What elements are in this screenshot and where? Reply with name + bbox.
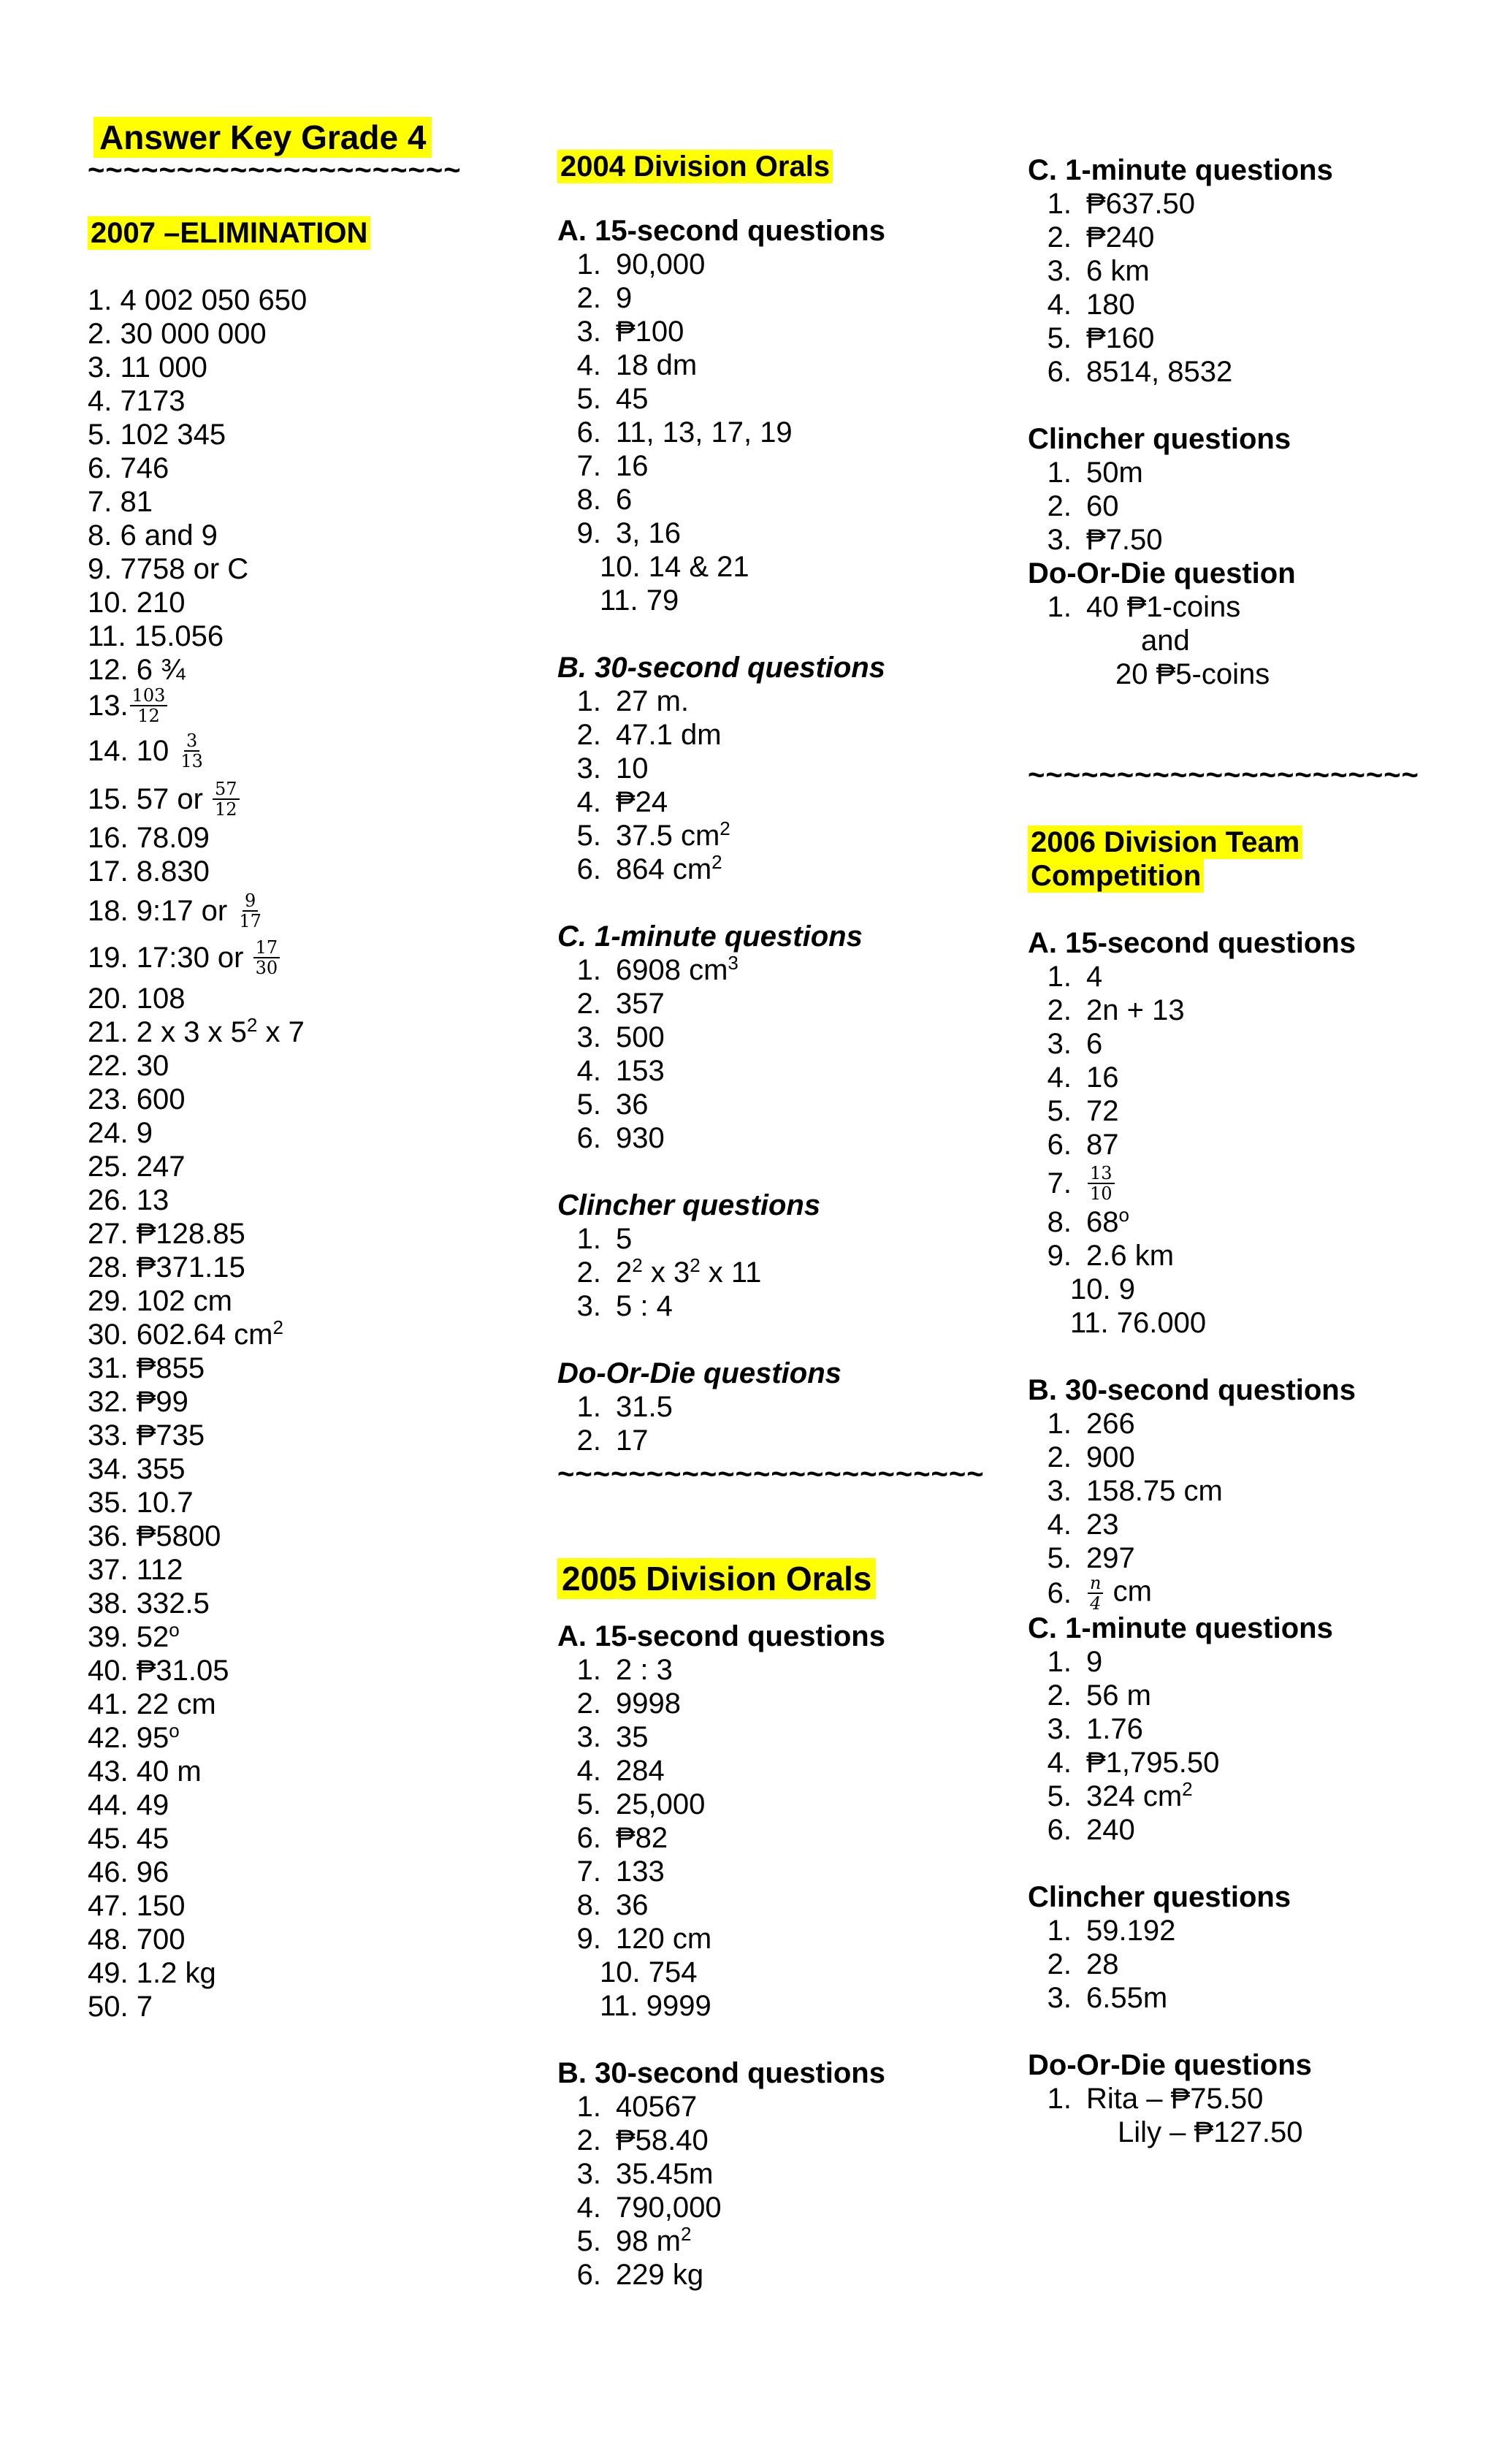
- list-item: 8. 68$^o$: [1047, 1204, 1129, 1238]
- list-value: 90,000: [616, 248, 706, 281]
- list-item: 27. ₱128.85: [88, 1218, 245, 1250]
- list-value: 56 m: [1086, 1679, 1151, 1712]
- list-value: 6: [1086, 1028, 1103, 1060]
- list-number: 1.: [1047, 1646, 1072, 1678]
- item-a2006-10: 10. 9: [1070, 1273, 1135, 1305]
- list-item: 31. ₱855: [88, 1352, 205, 1384]
- list-item: 2. 30 000 000: [88, 318, 267, 350]
- list-number: 2.: [1047, 221, 1072, 253]
- list-item: 22. 30: [88, 1050, 169, 1082]
- list-item: 10. 210: [88, 587, 186, 619]
- list-item: 43. 40 m: [88, 1755, 202, 1788]
- list-value: 11, 13, 17, 19: [616, 416, 793, 449]
- list-item: 4. ₱24: [576, 786, 668, 818]
- list-number: 5.: [576, 383, 601, 415]
- list-item: 1. 31.5: [576, 1391, 673, 1423]
- list-value: 120 cm: [616, 1923, 712, 1955]
- list-item: [557, 516, 981, 550]
- section-c-2005: C. 1-minute questions: [1028, 154, 1333, 186]
- list-clincher-2005: [1028, 456, 1466, 557]
- items-1-12: [88, 283, 497, 687]
- fraction: $\frac{3}{13}$: [180, 731, 203, 771]
- list-a-2006: [1028, 960, 1466, 1162]
- list-number: 6.: [576, 416, 601, 449]
- list-item: [1028, 1508, 1466, 1541]
- list-item: 37. 112: [88, 1554, 183, 1586]
- list-number: 6.: [576, 1822, 601, 1854]
- list-value: 6 km: [1086, 255, 1150, 287]
- list-item: 50. 7: [88, 1991, 153, 2023]
- list-clincher-2004: [557, 1222, 981, 1323]
- list-value: 35: [616, 1721, 649, 1753]
- list-item: [557, 1754, 981, 1788]
- list-item: 40. ₱31.05: [88, 1655, 229, 1687]
- fraction: $\frac{103}{12}$: [130, 686, 168, 725]
- list-item: [1028, 1645, 1466, 1679]
- list-item: 32. ₱99: [88, 1386, 188, 1418]
- fraction: $\frac{57}{12}$: [213, 779, 240, 819]
- list-value: 2n + 13: [1086, 994, 1185, 1026]
- list-c-2004: [557, 953, 981, 1155]
- list-number: 4.: [1047, 1747, 1072, 1779]
- list-value: ₱637.50: [1086, 188, 1196, 220]
- do-or-die-line3: 20 ₱5-coins: [1115, 658, 1270, 690]
- section-b-2004: B. 30-second questions: [557, 652, 885, 684]
- section-a-2005: A. 15-second questions: [557, 1620, 885, 1652]
- section-clincher-2005: Clincher questions: [1028, 423, 1291, 455]
- list-item: 4. 7173: [88, 385, 186, 417]
- list-item: 34. 355: [88, 1453, 186, 1485]
- fraction: $\frac{17}{30}$: [253, 938, 280, 977]
- list-item: [1028, 1679, 1466, 1712]
- list-item: [1028, 1712, 1466, 1746]
- list-number: 1.: [1047, 457, 1072, 489]
- list-item: 38. 332.5: [88, 1587, 210, 1620]
- list-number: 9.: [576, 1923, 601, 1955]
- item-a2006-11: 11. 76.000: [1070, 1307, 1207, 1339]
- list-value: 9: [616, 282, 633, 314]
- list-item: [557, 1888, 981, 1922]
- list-number: 5.: [1047, 1542, 1072, 1574]
- list-item: 1. 6908 $cm^3$: [576, 952, 739, 986]
- list-item: [1028, 1094, 1466, 1128]
- list-value: 4: [1086, 961, 1103, 993]
- list-item: [557, 1788, 981, 1821]
- list-value: 87: [1086, 1129, 1119, 1161]
- items-31-38: [88, 1351, 497, 1620]
- page-title: Answer Key Grade 4: [88, 117, 497, 158]
- list-item: 41. 22 cm: [88, 1688, 216, 1720]
- list-item: [557, 416, 981, 449]
- list-item: 5. 324 $cm^2$: [1047, 1778, 1193, 1812]
- list-number: 4.: [576, 1755, 601, 1787]
- list-item: 11. 15.056: [88, 620, 224, 652]
- list-item: 6. 229 kg: [576, 2259, 704, 2291]
- list-c-2005: [1028, 187, 1466, 389]
- list-value: 50m: [1086, 457, 1143, 489]
- list-value: 158.75 cm: [1086, 1475, 1223, 1507]
- list-item: 25. 247: [88, 1151, 186, 1183]
- item-a2005-11: 11. 9999: [600, 1990, 711, 2022]
- list-item: [1028, 355, 1466, 389]
- list-item: 7. $\frac{13}{10}$: [1028, 1162, 1466, 1205]
- column-1: [88, 117, 497, 2024]
- tilde-divider: ~~~~~~~~~~~~~~~~~~~~~~~~: [557, 1458, 985, 1490]
- fraction: $\frac{9}{17}$: [239, 890, 262, 931]
- list-number: 2.: [1047, 994, 1072, 1026]
- list-item: 2. 17: [576, 1424, 649, 1457]
- list-item: 9. 7758 or C: [88, 553, 249, 585]
- heading-2006-competition: Competition: [1028, 859, 1466, 893]
- list-value: ₱7.50: [1086, 524, 1163, 556]
- list-number: 5.: [576, 1788, 601, 1820]
- list-value: 23: [1086, 1508, 1119, 1541]
- list-do-or-die-2004: [557, 1390, 981, 1457]
- list-value: 9: [1086, 1646, 1103, 1678]
- list-do-or-die-2005: [1028, 590, 1466, 624]
- list-number: 4.: [1047, 1061, 1072, 1094]
- list-item: 35. 10.7: [88, 1487, 194, 1519]
- list-number: 4.: [576, 349, 601, 381]
- list-value: 6: [616, 484, 633, 516]
- list-number: 8.: [576, 1889, 601, 1921]
- list-item: 33. ₱735: [88, 1419, 205, 1452]
- list-item: [1028, 1061, 1466, 1094]
- list-item: [1028, 993, 1466, 1027]
- list-item: 6. 864 $cm^2$: [576, 851, 722, 885]
- list-item: [557, 449, 981, 483]
- do-or-die-and: and: [1141, 625, 1190, 657]
- list-number: 2.: [1047, 1679, 1072, 1712]
- list-item: 5. 36: [576, 1088, 649, 1121]
- list-item: [1028, 1746, 1466, 1780]
- items-40-41: [88, 1654, 497, 1721]
- list-item: [557, 1855, 981, 1888]
- list-value: 18 dm: [616, 349, 698, 381]
- list-number: 1.: [1047, 1915, 1072, 1947]
- list-item: [1028, 1948, 1466, 1981]
- list-number: 2.: [576, 1687, 601, 1720]
- list-item: [1028, 456, 1466, 489]
- list-item: [1028, 321, 1466, 355]
- list-item: [1028, 489, 1466, 523]
- item-17: 17. 8.830: [88, 855, 210, 888]
- list-item: 45. 45: [88, 1823, 169, 1855]
- column-2: [557, 150, 985, 2292]
- list-number: 4.: [1047, 1508, 1072, 1541]
- list-item: [1028, 1541, 1466, 1575]
- list-value: 25,000: [616, 1788, 706, 1820]
- list-b-2006: [1028, 1407, 1466, 1575]
- list-item: [557, 348, 981, 382]
- item-a-10: 10. 14 & 21: [600, 551, 749, 583]
- list-clincher-2006: [1028, 1914, 1466, 2015]
- list-item: 2. 357: [576, 988, 665, 1020]
- section-do-or-die-2004: Do-Or-Die questions: [557, 1357, 842, 1389]
- list-item: [1028, 187, 1466, 221]
- list-number: 2.: [1047, 490, 1072, 522]
- list-item: [1028, 1914, 1466, 1948]
- list-item: [1028, 523, 1466, 557]
- list-value: 45: [616, 383, 649, 415]
- items-43-50: [88, 1755, 497, 2024]
- heading-2005-division-orals: 2005 Division Orals: [557, 1558, 981, 1599]
- list-do-or-die-2006: [1028, 2082, 1466, 2116]
- list-item: 1. 5: [576, 1223, 633, 1255]
- list-number: 9.: [576, 517, 601, 549]
- fraction: $\frac{n}{4}$: [1088, 1574, 1103, 1613]
- list-item: 3. 500: [576, 1021, 665, 1053]
- list-item: 48. 700: [88, 1923, 186, 1956]
- list-number: 3.: [1047, 524, 1072, 556]
- section-c-2004: C. 1-minute questions: [557, 920, 863, 953]
- heading-2004-division-orals: 2004 Division Orals: [557, 150, 981, 183]
- section-do-or-die-2005: Do-Or-Die question: [1028, 557, 1296, 590]
- list-b-2006-cont: [1028, 1573, 1466, 1614]
- item-39: 39. 52$^o$: [88, 1619, 180, 1653]
- list-item: 3. 10: [576, 752, 649, 785]
- list-a-2006-cont: [1028, 1162, 1466, 1273]
- list-item: 5. 98 $m^2$: [576, 2223, 692, 2257]
- section-c-2006: C. 1-minute questions: [1028, 1612, 1333, 1644]
- elimination-list: [88, 283, 497, 2024]
- list-item: [1028, 1128, 1466, 1162]
- list-item: [557, 1922, 981, 1956]
- list-value: 59.192: [1086, 1915, 1176, 1947]
- list-item: 1. 40567: [576, 2091, 698, 2123]
- item-16: 16. 78.09: [88, 822, 210, 854]
- list-item: [557, 248, 981, 281]
- section-clincher-2006: Clincher questions: [1028, 1881, 1291, 1913]
- list-item: [557, 1821, 981, 1855]
- section-b-2006: B. 30-second questions: [1028, 1374, 1356, 1406]
- list-item: [1028, 1474, 1466, 1508]
- list-item: 8. 6 and 9: [88, 519, 218, 552]
- list-a-2005: [557, 1653, 981, 1956]
- item-21: 21. 2 x 3 x $5^2$ x 7: [88, 1014, 305, 1048]
- list-item: [1028, 1407, 1466, 1441]
- list-value: 8514, 8532: [1086, 356, 1233, 388]
- list-item: [557, 483, 981, 516]
- list-number: 6.: [1047, 1129, 1072, 1161]
- list-item: [1028, 960, 1466, 993]
- list-item: 3. 5 : 4: [576, 1290, 673, 1322]
- list-number: 3.: [576, 1721, 601, 1753]
- list-item: 7. 81: [88, 486, 153, 518]
- list-value: 36: [616, 1889, 649, 1921]
- list-number: 3.: [1047, 1713, 1072, 1745]
- list-item: 5. 102 345: [88, 419, 226, 451]
- list-item: 1. Rita – ₱75.50: [1047, 2083, 1264, 2115]
- list-number: 1.: [1047, 188, 1072, 220]
- list-item: 6. 930: [576, 1122, 665, 1154]
- section-b-2005: B. 30-second questions: [557, 2057, 885, 2089]
- list-b-2005: [557, 2090, 981, 2292]
- item-30: 30. 602.64 $cm^2$: [88, 1316, 283, 1351]
- do-or-die-line2: Lily – ₱127.50: [1118, 2116, 1303, 2148]
- list-item: 3. 35.45m: [576, 2158, 714, 2190]
- item-18: 18. 9:17 or $\frac{9}{17}$: [88, 888, 497, 934]
- list-value: 60: [1086, 490, 1119, 522]
- list-item: 1. 40 ₱1-coins: [1047, 591, 1241, 623]
- section-a-2006: A. 15-second questions: [1028, 927, 1356, 959]
- list-item: 36. ₱5800: [88, 1520, 221, 1552]
- item-20: 20. 108: [88, 983, 186, 1015]
- list-item: 4. 790,000: [576, 2192, 722, 2224]
- list-value: 28: [1086, 1948, 1119, 1980]
- list-value: ₱1,795.50: [1086, 1747, 1220, 1779]
- list-number: 3.: [1047, 1028, 1072, 1060]
- item-15: 15. 57 or $\frac{57}{12}$: [88, 777, 497, 821]
- list-number: 3.: [1047, 1982, 1072, 2014]
- list-item: [1028, 1027, 1466, 1061]
- list-item: 49. 1.2 kg: [88, 1957, 216, 1989]
- list-item: 12. 6 ¾: [88, 654, 186, 686]
- list-number: 3.: [1047, 1475, 1072, 1507]
- list-value: 9998: [616, 1687, 681, 1720]
- list-value: 1.76: [1086, 1713, 1143, 1745]
- items-22-29: [88, 1049, 497, 1318]
- list-number: 6.: [1047, 356, 1072, 388]
- list-value: ₱160: [1086, 322, 1155, 354]
- list-c-2006-cont: [1028, 1780, 1466, 1847]
- list-item: 47. 150: [88, 1890, 186, 1922]
- section-clincher-2004: Clincher questions: [557, 1189, 821, 1221]
- list-number: 7.: [576, 1855, 601, 1888]
- list-item: 9. 2.6 km: [1047, 1240, 1175, 1272]
- tilde-divider: ~~~~~~~~~~~~~~~~~~~~~: [88, 154, 462, 186]
- list-item: 6. 240: [1047, 1814, 1135, 1846]
- list-number: 8.: [576, 484, 601, 516]
- list-number: 1.: [576, 248, 601, 281]
- column-3: [1028, 153, 1466, 2149]
- list-item: [557, 382, 981, 416]
- list-item: [557, 315, 981, 348]
- list-number: 2.: [1047, 1948, 1072, 1980]
- list-item: [1028, 1981, 1466, 2015]
- list-value: ₱100: [616, 316, 684, 348]
- list-item: [557, 281, 981, 315]
- list-item: 28. ₱371.15: [88, 1251, 245, 1284]
- list-item: 4. 153: [576, 1055, 665, 1087]
- list-item: [557, 1653, 981, 1687]
- list-number: 7.: [576, 450, 601, 482]
- list-item: 1. 4 002 050 650: [88, 284, 308, 316]
- list-value: 72: [1086, 1095, 1119, 1127]
- list-item: [557, 1687, 981, 1720]
- list-value: 6.55m: [1086, 1982, 1168, 2014]
- list-number: 5.: [1047, 1095, 1072, 1127]
- item-19: 19. 17:30 or $\frac{17}{30}$: [88, 934, 497, 982]
- list-number: 2.: [576, 282, 601, 314]
- list-item: 44. 49: [88, 1789, 169, 1821]
- item-a-11: 11. 79: [600, 584, 679, 617]
- item-42: 42. 95$^o$: [88, 1720, 180, 1754]
- list-value: 266: [1086, 1408, 1135, 1440]
- section-a-2004: A. 15-second questions: [557, 215, 885, 247]
- list-item: 46. 96: [88, 1856, 169, 1888]
- list-item: 24. 9: [88, 1117, 153, 1149]
- item-a2005-10: 10. 754: [600, 1956, 698, 1988]
- list-value: ₱82: [616, 1822, 668, 1854]
- list-b-2004: [557, 684, 981, 886]
- tilde-divider: ~~~~~~~~~~~~~~~~~~~~~~: [1028, 759, 1419, 791]
- list-item: 2. $2^2$ x $3^2$ x 11: [576, 1254, 762, 1289]
- list-item: [1028, 288, 1466, 321]
- list-item: [1028, 221, 1466, 254]
- list-value: 900: [1086, 1441, 1135, 1473]
- list-item: 6. $\frac{n}{4}$ cm: [1047, 1573, 1152, 1614]
- list-value: 3, 16: [616, 517, 681, 549]
- list-item: 23. 600: [88, 1083, 186, 1115]
- list-value: 180: [1086, 289, 1135, 321]
- list-number: 2.: [1047, 1441, 1072, 1473]
- list-item: 6. 746: [88, 452, 169, 484]
- list-item: [1028, 1441, 1466, 1474]
- list-value: 2 : 3: [616, 1654, 673, 1686]
- list-item: 3. 11 000: [88, 351, 207, 384]
- list-value: 16: [1086, 1061, 1119, 1094]
- section-do-or-die-2006: Do-Or-Die questions: [1028, 2049, 1312, 2081]
- item-14: 14. 10 $\frac{3}{13}$: [88, 725, 497, 777]
- list-c-2006: [1028, 1645, 1466, 1780]
- list-item: 2. 47.1 dm: [576, 719, 722, 751]
- list-item: 2. ₱58.40: [576, 2124, 709, 2156]
- list-number: 1.: [1047, 1408, 1072, 1440]
- list-item: 5. 37.5 $cm^2$: [576, 817, 730, 852]
- list-value: 16: [616, 450, 649, 482]
- list-value: 133: [616, 1855, 665, 1888]
- list-number: 3.: [1047, 255, 1072, 287]
- list-number: 1.: [1047, 961, 1072, 993]
- list-value: 284: [616, 1755, 665, 1787]
- list-number: 3.: [576, 316, 601, 348]
- item-13: 13. $\frac{103}{12}$: [88, 687, 497, 725]
- list-item: 1. 27 m.: [576, 685, 690, 717]
- list-number: 5.: [1047, 322, 1072, 354]
- list-item: [1028, 254, 1466, 288]
- list-item: 26. 13: [88, 1184, 169, 1216]
- list-number: 4.: [1047, 289, 1072, 321]
- fraction: $\frac{13}{10}$: [1088, 1164, 1115, 1203]
- list-value: 297: [1086, 1542, 1135, 1574]
- list-value: ₱240: [1086, 221, 1155, 253]
- heading-2007-elimination: 2007 –ELIMINATION: [88, 216, 497, 250]
- list-item: 29. 102 cm: [88, 1285, 232, 1317]
- heading-2006-division-team: 2006 Division Team: [1028, 825, 1466, 859]
- list-a-2004: [557, 248, 981, 550]
- list-item: [557, 1720, 981, 1754]
- list-number: 1.: [576, 1654, 601, 1686]
